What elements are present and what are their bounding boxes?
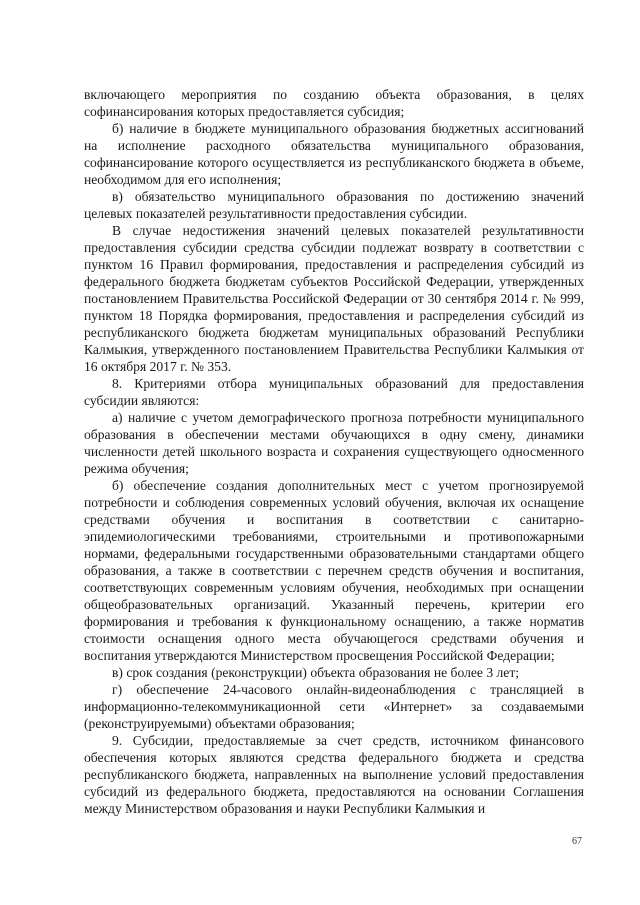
paragraph-criterion-b: б) обеспечение создания дополнительных мест с учетом прогнозируемой потребности и соблюдения современных условий обучения, включая их оснащение средствами обучения и воспитания в соответствии с санитарно-эпидемиологическими требованиями, строительными и противопожарными нормами, федеральными государственными образовательными стандартами общего образования, а также в соответствии с перечнем средств обучения и воспитания, соответствующих современным условиям обучения, необходимых при оснащении общеобразовательных организаций. Указанный перечень, критерии его формирования и требования к функциональному оснащению, а также норматив стоимости оснащения одного места обучающегося средствами обучения и воспитания утверждаются Министерством просвещения Российской Федерации; <box>84 478 584 663</box>
paragraph-section-9: 9. Субсидии, предоставляемые за счет средств, источником финансового обеспечения которых являются средства федерального бюджета и средства республиканского бюджета, направленных на выполнение условий предоставления субсидий из федерального бюджета, предоставляются на основании Соглашения между Министерством образования и науки Республики Калмыкия и <box>84 733 584 816</box>
document-body <box>84 86 584 817</box>
paragraph-item-b-budget: б) наличие в бюджете муниципального образования бюджетных ассигнований на исполнение расходного обязательства муниципального образования, софинансирование которого осуществляется из республиканского бюджета в объеме, необходимом для его исполнения; <box>84 121 584 187</box>
paragraph-item-v-obligation: в) обязательство муниципального образования по достижению значений целевых показателей результативности предоставления субсидии. <box>84 189 584 221</box>
paragraph-criterion-v: в) срок создания (реконструкции) объекта образования не более 3 лет; <box>112 665 520 680</box>
paragraph-refund-clause: В случае недостижения значений целевых показателей результативности предоставления субсидии средства субсидии подлежат возврату в соответствии с пунктом 16 Правил формирования, предоставления и распределения субсидий из федерального бюджета бюджетам субъектов Российской Федерации, утвержденных постановлением Правительства Российской Федерации от 30 сентября 2014 г. № 999, пунктом 18 Порядка формирования, предоставления и распределения субсидий из республиканского бюджета бюджетам муниципальных образований Республики Калмыкия, утвержденного постановлением Правительства Республики Калмыкия от 16 октября 2017 г. № 353. <box>84 223 584 374</box>
paragraph-continuation: включающего мероприятия по созданию объекта образования, в целях софинансирования которых предоставляется субсидия; <box>84 87 584 119</box>
paragraph-criterion-a: а) наличие с учетом демографического прогноза потребности муниципального образования в обеспечении местами обучающихся в одну смену, динамики численности детей школьного возраста и сохранения существующего односменного режима обучения; <box>84 410 584 476</box>
paragraph-section-8: 8. Критериями отбора муниципальных образований для предоставления субсидии являются: <box>84 376 584 408</box>
page-number: 67 <box>572 836 582 847</box>
paragraph-criterion-g: г) обеспечение 24-часового онлайн-видеонаблюдения с трансляцией в информационно-телекоммуникационной сети «Интернет» за создаваемыми (реконструируемыми) объектами образования; <box>84 682 584 731</box>
